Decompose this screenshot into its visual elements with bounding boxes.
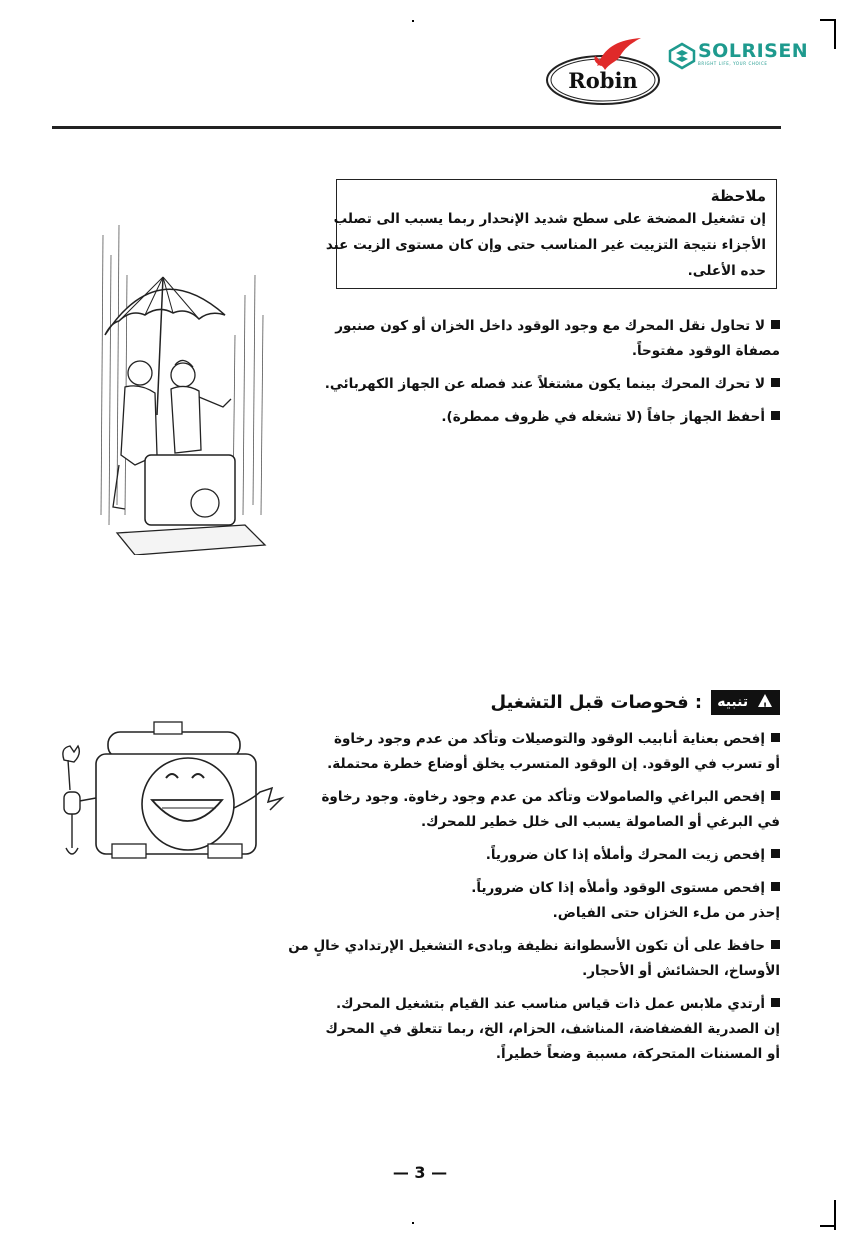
list-item: حافظ على أن تكون الأسطوانة نظيفة وبادىء التشغيل الإرتدادي خالٍ من الأوساخ، الحشائش أو الأحجار. [288, 938, 780, 979]
engine-mascot-illustration [50, 718, 290, 868]
list-item: لا تحاول نقل المحرك مع وجود الوقود داخل الخزان أو كون صنبور مصفاة الوقود مفتوحاً. [335, 318, 780, 359]
crop-dot-top [412, 20, 414, 22]
solrisen-wordmark: SOLRISEN [698, 40, 809, 62]
list-item: لا تحرك المحرك بينما يكون مشتغلاً عند فصله عن الجهاز الكهربائي. [332, 372, 780, 397]
bullet-square-icon [771, 849, 780, 858]
list-item: إفحص زيت المحرك وأملأه إذا كان ضرورياً. [332, 843, 780, 868]
note-box [325, 179, 777, 289]
crop-mark-top-right-v [834, 19, 836, 49]
list-item: إفحص البراغي والصامولات وتأكد من عدم وجود رخاوة. وجود رخاوة في البرغي أو الصامولة يسبب الى خلل خطير للمحرك. [321, 789, 780, 830]
svg-text:Robin: Robin [568, 68, 638, 93]
bullet-square-icon [771, 320, 780, 329]
robin-logo [545, 36, 667, 106]
bullet-square-icon [771, 791, 780, 800]
rain-umbrella-illustration [95, 215, 275, 555]
note-line: الأجزاء نتيجة التزييت غير المناسب حتى وإن كان مستوى الزيت عند [325, 237, 766, 253]
warning-triangle-icon: ! [758, 694, 772, 707]
bullet-square-icon [771, 411, 780, 420]
solrisen-emblem-icon [668, 42, 696, 70]
note-line: إن تشغيل المضخة على سطح شديد الإنحدار ربما يسبب الى تصلب [333, 211, 766, 227]
solrisen-logo [668, 40, 823, 74]
crop-mark-bottom-right-h [820, 1225, 834, 1227]
note-title: ملاحظة [710, 187, 766, 205]
crop-mark-bottom-right-v [834, 1200, 836, 1230]
note-line: حده الأعلى. [687, 263, 766, 279]
crop-mark-top-right-h [820, 19, 834, 21]
list-item: إفحص بعناية أنابيب الوقود والتوصيلات وتأكد من عدم وجود رخاوة أو تسرب في الوقود. إن الوقود المتسرب يخلق أوضاع خطرة محتملة. [327, 731, 780, 772]
caution-title: : فحوصات قبل التشغيل [490, 692, 703, 713]
crop-dot-bottom [412, 1222, 414, 1224]
page-number: — 3 — [392, 1163, 448, 1182]
list-item: إفحص مستوى الوقود وأملأه إذا كان ضرورياً. إحذر من ملء الخزان حتى الفياض. [471, 880, 780, 921]
bullet-square-icon [771, 882, 780, 891]
header-divider [52, 126, 781, 129]
bullet-square-icon [771, 940, 780, 949]
bullet-square-icon [771, 733, 780, 742]
list-item: أرتدي ملابس عمل ذات قياس مناسب عند القيام بتشغيل المحرك. إن الصدرية الفضفاضة، المناشف، الحزام، الخ، ربما تتعلق في المحرك أو المسننات المتحركة، مسببة وضعاً خطيراً. [325, 996, 780, 1062]
caution-badge: ! تنبيه [711, 690, 780, 715]
caution-heading [480, 690, 780, 718]
bullet-square-icon [771, 378, 780, 387]
warning-list [324, 314, 780, 438]
bullet-square-icon [771, 998, 780, 1007]
list-item: أحفظ الجهاز جافاً (لا تشغله في ظروف ممطرة). [332, 405, 780, 430]
solrisen-tagline: BRIGHT LIFE, YOUR CHOICE [698, 61, 768, 66]
pre-operation-check-list [288, 727, 780, 1075]
